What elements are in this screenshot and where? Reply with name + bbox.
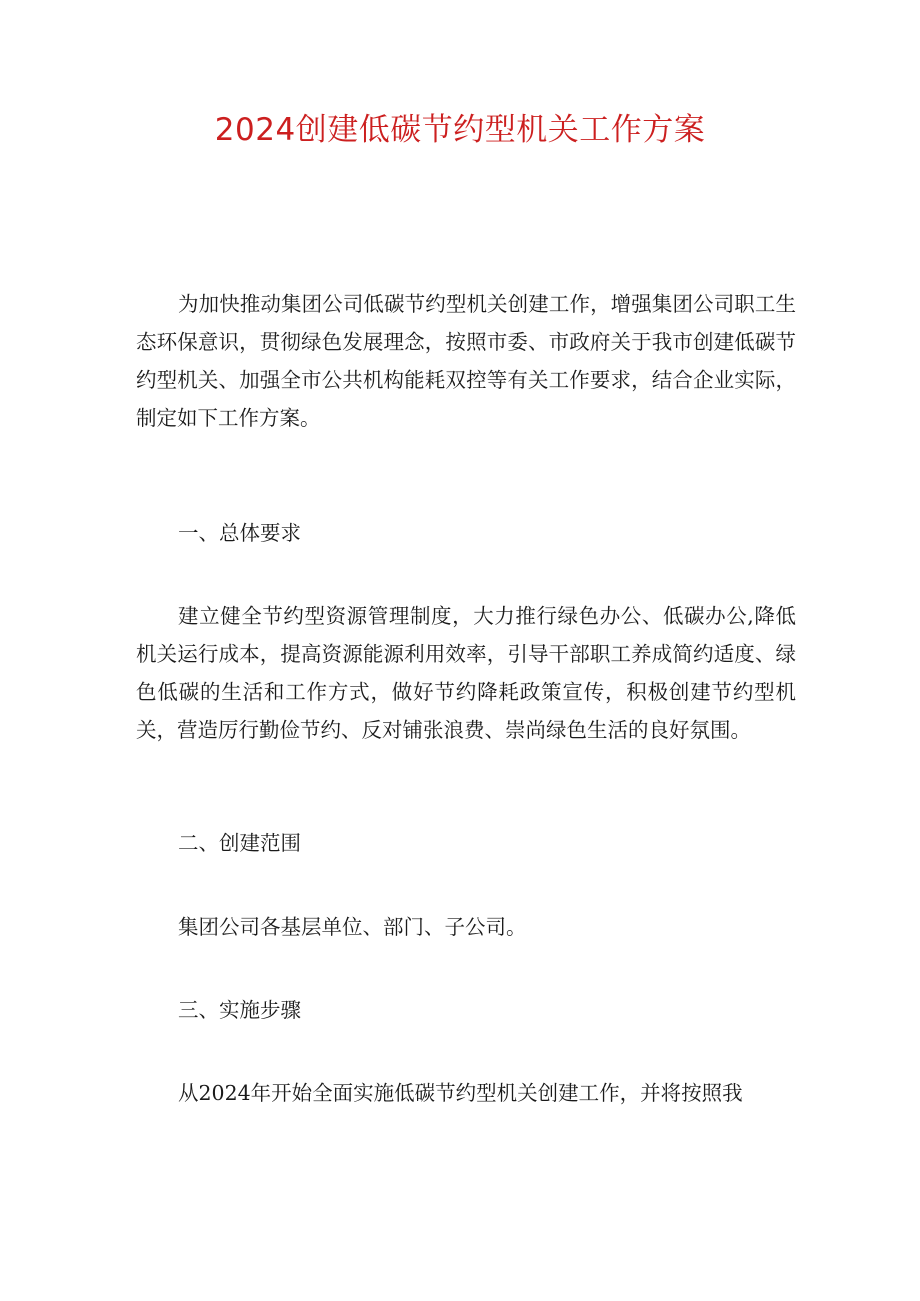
section-body-scope: 集团公司各基层单位、部门、子公司。: [178, 915, 527, 939]
document-title: 2024创建低碳节约型机关工作方案: [214, 112, 706, 148]
section-heading-implementation-steps: 三、实施步骤: [178, 998, 301, 1022]
section-heading-general-requirements: 一、总体要求: [178, 521, 301, 545]
intro-paragraph: 为加快推动集团公司低碳节约型机关创建工作，增强集团公司职工生态环保意识，贯彻绿色发展理念，按照市委、市政府关于我市创建低碳节约型机关、加强全市公共机构能耗双控等有关工作要求，结合企业实际，制定如下工作方案。: [136, 292, 796, 430]
section-heading-scope: 二、创建范围: [178, 831, 301, 855]
section-body-implementation-steps: 从2024年开始全面实施低碳节约型机关创建工作，并将按照我: [178, 1081, 743, 1105]
section-body-general-requirements: 建立健全节约型资源管理制度，大力推行绿色办公、低碳办公,降低机关运行成本，提高资源能源利用效率，引导干部职工养成简约适度、绿色低碳的生活和工作方式，做好节约降耗政策宣传，积极创建节约型机关，营造厉行勤俭节约、反对铺张浪费、崇尚绿色生活的良好氛围。: [136, 604, 796, 742]
